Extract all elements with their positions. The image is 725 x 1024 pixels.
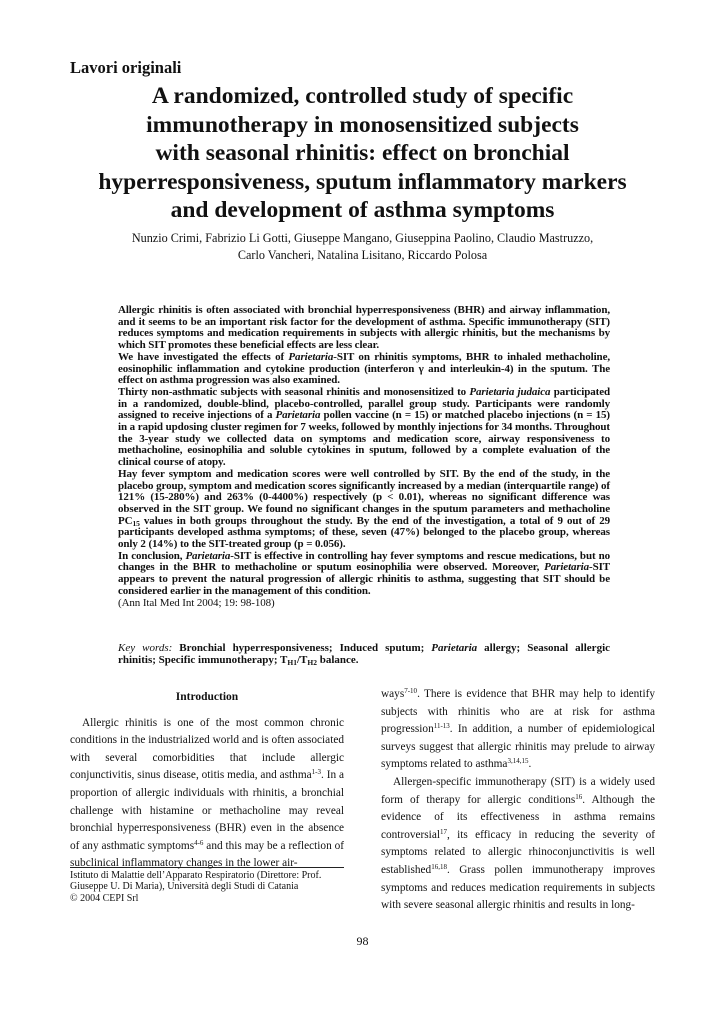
title-line: A randomized, controlled study of specific <box>151 83 574 109</box>
footnote-divider <box>70 867 344 868</box>
title-line: and development of asthma symptoms <box>170 197 555 223</box>
reference-marker: 11-13 <box>433 722 450 731</box>
reference-marker: 17 <box>439 827 447 836</box>
title-line: with seasonal rhinitis: effect on bronchial <box>155 140 570 166</box>
title-line: immunotherapy in monosensitized subjects <box>146 111 579 138</box>
keywords-label: Key words: <box>118 642 173 654</box>
author-list <box>40 230 685 264</box>
reference-marker: 7-10 <box>404 687 418 695</box>
reference-marker: 16 <box>575 792 583 801</box>
author-line: Nunzio Crimi, Fabrizio Li Gotti, Giuseppe Mangano, Giuseppina Paolino, Claudio Mastruzzo, <box>131 231 594 245</box>
page-number: 98 <box>356 934 369 948</box>
footnote-line: Giuseppe U. Di Maria), Università degli Studi di Catania <box>70 881 299 893</box>
footnote-line: © 2004 CEPI Srl <box>70 892 139 904</box>
abstract-paragraph-aims: We have investigated the effects of Parietaria-SIT on rhinitis symptoms, BHR to inhaled methacholine, eosinophilic inflammation and cytokine production (interferon γ and interleukin-4) in the sputum. The effect on asthma progression was also examined. <box>118 350 610 387</box>
section-label: Lavori originali <box>70 58 182 77</box>
keywords <box>118 642 610 666</box>
reference-marker: 3,14,15 <box>507 757 529 766</box>
abstract-paragraph-methods: Thirty non-asthmatic subjects with seasonal rhinitis and monosensitized to Parietaria judaica participated in a randomized, double-blind, placebo-controlled, parallel group study. Participants were randomly assigned to receive injections of a Parietaria pollen vaccine (n = 15) or matched placebo injections (n = 15) in a rapid updosing cluster regimen for 7 weeks, followed by monthly injections for 34 months. Throughout the 3-year study we collected data on symptoms and medication score, airway responsiveness to methacholine, eosinophilia and soluble cytokines in sputum, followed by a complete evaluation of the clinical course of atopy. <box>118 385 611 469</box>
footnote-line: Istituto di Malattie dell’Apparato Respiratorio (Direttore: Prof. <box>70 870 322 881</box>
reference-marker: 16,18 <box>431 862 447 871</box>
body-paragraph: Allergen-specific immunotherapy (SIT) is a widely used form of therapy for allergic conditions$^{16}$. Although the evidence of its effectiveness in asthma remains controversial$^{17}$, its efficacy in reducing the severity of symptoms related to allergic rhinoconjunctivitis is well established$^{16,18}$. Grass pollen immunotherapy improves symptoms and reduces medication requirements in subjects with severe seasonal allergic rhinitis and results in long- <box>381 775 655 912</box>
abstract <box>118 305 610 609</box>
body-paragraph: ways$^{7-10}$. There is evidence that BHR may help to identify subjects with rhinitis who are at risk for asthma progression$^{11-13}$. In addition, a number of epidemiological surveys suggest that allergic rhinitis may prelude to airway symptoms related to asthma$^{3,14,15}$. <box>381 687 655 771</box>
reference-marker: 4-6 <box>194 838 204 847</box>
body-paragraph: Allergic rhinitis is one of the most common chronic conditions in the industrialized world and is often associated with several comorbidities that include allergic conjunctivitis, sinus disease, otitis media, and asthma$^{1-3}$. In a proportion of allergic individuals with rhinitis, a bronchial challenge with histamine or methacholine may reveal bronchial hyperresponsiveness (BHR) even in the absence of any asthmatic symptoms$^{4-6}$ and this may be a reflection of subclinical inflammatory changes in the lower air- <box>70 716 345 870</box>
abstract-paragraph-background: Allergic rhinitis is often associated with bronchial hyperresponsiveness (BHR) and airway inflammation, and it seems to be an important risk factor for the development of asthma. Specific immunotherapy (SIT) reduces symptoms and medication requirements in subjects with allergic rhinitis, but the mechanisms by which SIT promotes these beneficial effects are less clear. <box>118 304 610 352</box>
body-column-right <box>381 686 655 915</box>
abstract-paragraph-results: Hay fever symptom and medication scores were well controlled by SIT. By the end of the study, in the placebo group, symptom and medication scores significantly increased by a median (interquartile range) of 121% (15-280%) and 263% (0-4400%) respectively (p < 0.01), whereas no significant difference was observed in the SIT group. We found no significant changes in the sputum parameters and methacholine $PC_{15}$ values in both groups throughout the study. By the end of the investigation, a total of 9 out of 29 participants developed asthma symptoms; of these, seven (47%) belonged to the placebo group, whereas only 2 (14%) to the SIT-treated group (p = 0.056). <box>118 467 610 551</box>
affiliation-footnote <box>70 870 350 904</box>
author-line: Carlo Vancheri, Natalina Lisitano, Riccardo Polosa <box>237 248 488 262</box>
article-title <box>40 82 685 225</box>
section-heading-introduction: Introduction <box>175 691 239 703</box>
abstract-paragraph-conclusion: In conclusion, Parietaria-SIT is effective in controlling hay fever symptoms and rescue medications, but no changes in the BHR to methacholine or sputum eosinophilia were observed. Moreover, Parietaria-SIT appears to prevent the natural progression of allergic rhinitis to asthma, suggesting that SIT should be considered earlier in the management of this condition. <box>118 549 610 597</box>
reference-marker: 1-3 <box>311 768 321 777</box>
title-line: hyperresponsiveness, sputum inflammatory markers <box>98 168 627 195</box>
body-column-left <box>70 689 344 873</box>
journal-citation: (Ann Ital Med Int 2004; 19: 98-108) <box>118 596 275 609</box>
keywords-text: Bronchial hyperresponsiveness; Induced sputum; Parietaria allergy; Seasonal allergic rhinitis; Specific immunotherapy; $T_{H1}/T_{H2}$ balance. <box>118 642 611 668</box>
